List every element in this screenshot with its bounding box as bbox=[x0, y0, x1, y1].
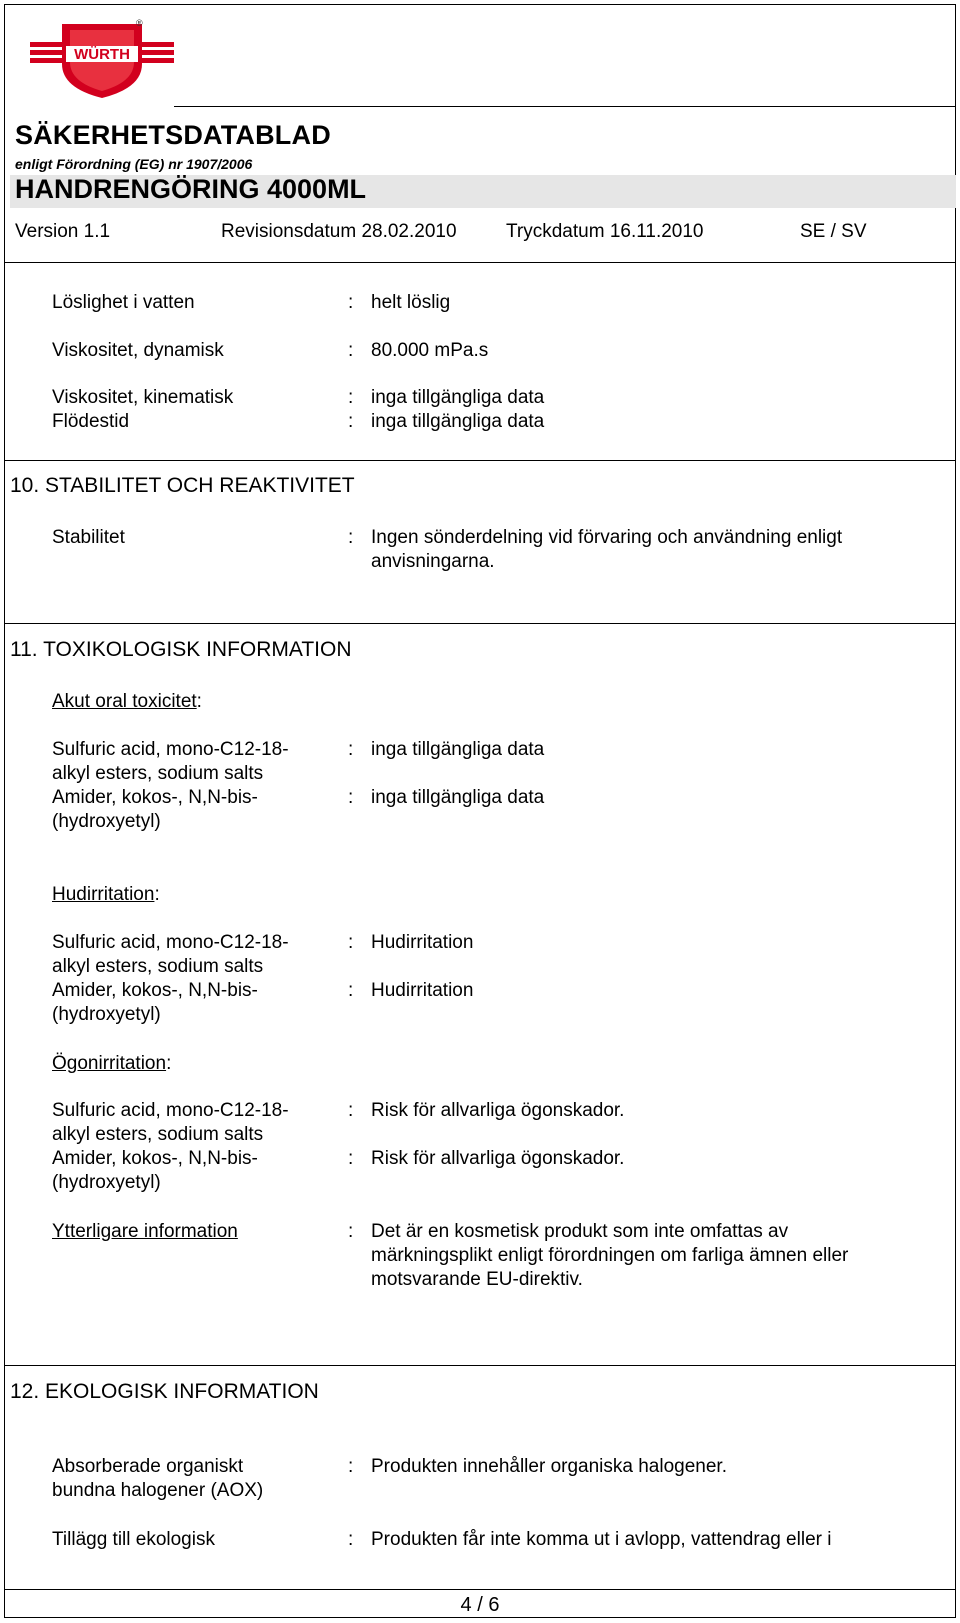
colon: : bbox=[348, 787, 354, 808]
section-rule bbox=[4, 460, 956, 461]
oral-subst1-line2: alkyl esters, sodium salts bbox=[52, 763, 264, 784]
eye-irritation-label: Ögonirritation bbox=[52, 1053, 167, 1074]
eye-subst1-line1: Sulfuric acid, mono-C12-18- bbox=[52, 1100, 289, 1121]
section12-title: 12. EKOLOGISK INFORMATION bbox=[10, 1380, 319, 1403]
skin-subst2-line2: (hydroxyetyl) bbox=[52, 1004, 161, 1025]
print-date: Tryckdatum 16.11.2010 bbox=[506, 221, 704, 242]
viscosity-dynamic-label: Viskositet, dynamisk bbox=[52, 340, 224, 361]
oral-subst2-value: inga tillgängliga data bbox=[371, 787, 545, 808]
skin-subst2-line1: Amider, kokos-, N,N-bis- bbox=[52, 980, 258, 1001]
colon: : bbox=[348, 387, 354, 408]
flow-time-label: Flödestid bbox=[52, 411, 130, 432]
header-bottom-rule bbox=[4, 262, 956, 263]
eye-subst2-line1: Amider, kokos-, N,N-bis- bbox=[52, 1148, 258, 1169]
colon: : bbox=[348, 932, 354, 953]
language: SE / SV bbox=[800, 221, 867, 242]
oral-subst2-line1: Amider, kokos-, N,N-bis- bbox=[52, 787, 258, 808]
wurth-logo bbox=[30, 18, 174, 100]
colon: : bbox=[348, 411, 354, 432]
header-rule bbox=[174, 106, 956, 107]
eye-subst1-value: Risk för allvarliga ögonskador. bbox=[371, 1100, 625, 1121]
colon: : bbox=[348, 527, 354, 548]
viscosity-dynamic-value: 80.000 mPa.s bbox=[371, 340, 489, 361]
colon: : bbox=[348, 980, 354, 1001]
colon: : bbox=[348, 739, 354, 760]
skin-subst1-line2: alkyl esters, sodium salts bbox=[52, 956, 264, 977]
further-info-line2: märkningsplikt enligt förordningen om farliga ämnen eller bbox=[371, 1245, 849, 1266]
skin-subst1-value: Hudirritation bbox=[371, 932, 474, 953]
skin-irritation-subheading bbox=[52, 883, 160, 907]
oral-toxicity-subheading bbox=[52, 690, 202, 714]
stability-value-line2: anvisningarna. bbox=[371, 551, 495, 572]
aox-label-line1: Absorberade organiskt bbox=[52, 1456, 244, 1477]
aox-label-line2: bundna halogener (AOX) bbox=[52, 1480, 264, 1501]
doc-title: SÄKERHETSDATABLAD bbox=[15, 120, 331, 150]
subheading-colon: : bbox=[196, 691, 202, 712]
subheading-colon: : bbox=[154, 884, 160, 905]
colon: : bbox=[348, 340, 354, 361]
further-info-line1: Det är en kosmetisk produkt som inte omfattas av bbox=[371, 1221, 789, 1242]
section10-title: 10. STABILITET OCH REAKTIVITET bbox=[10, 474, 355, 497]
colon: : bbox=[348, 1456, 354, 1477]
colon: : bbox=[348, 1148, 354, 1169]
colon: : bbox=[348, 1221, 354, 1242]
colon: : bbox=[348, 292, 354, 313]
eye-subst1-line2: alkyl esters, sodium salts bbox=[52, 1124, 264, 1145]
oral-subst1-line1: Sulfuric acid, mono-C12-18- bbox=[52, 739, 289, 760]
skin-subst1-line1: Sulfuric acid, mono-C12-18- bbox=[52, 932, 289, 953]
oral-subst2-line2: (hydroxyetyl) bbox=[52, 811, 161, 832]
stability-value-line1: Ingen sönderdelning vid förvaring och användning enligt bbox=[371, 527, 843, 548]
colon: : bbox=[348, 1529, 354, 1550]
further-info-line3: motsvarande EU-direktiv. bbox=[371, 1269, 583, 1290]
page-number: 4 / 6 bbox=[460, 1594, 500, 1616]
stability-label: Stabilitet bbox=[52, 527, 125, 548]
section-rule bbox=[4, 1365, 956, 1366]
version: Version 1.1 bbox=[15, 221, 111, 242]
further-information-label: Ytterligare information bbox=[52, 1221, 238, 1242]
regulation-text: enligt Förordning (EG) nr 1907/2006 bbox=[15, 156, 253, 172]
section11-title: 11. TOXIKOLOGISK INFORMATION bbox=[10, 638, 352, 661]
colon: : bbox=[348, 1100, 354, 1121]
logo-text: WÜRTH bbox=[74, 46, 130, 63]
solubility-label: Löslighet i vatten bbox=[52, 292, 195, 313]
viscosity-kinematic-label: Viskositet, kinematisk bbox=[52, 387, 234, 408]
ecological-addition-label: Tillägg till ekologisk bbox=[52, 1529, 215, 1550]
revision-date: Revisionsdatum 28.02.2010 bbox=[221, 221, 457, 242]
oral-subst1-value: inga tillgängliga data bbox=[371, 739, 545, 760]
aox-value: Produkten innehåller organiska halogener. bbox=[371, 1456, 727, 1477]
eye-subst2-line2: (hydroxyetyl) bbox=[52, 1172, 161, 1193]
logo-registered-mark: ® bbox=[136, 18, 143, 28]
skin-subst2-value: Hudirritation bbox=[371, 980, 474, 1001]
skin-irritation-label: Hudirritation bbox=[52, 884, 155, 905]
ecological-addition-value: Produkten får inte komma ut i avlopp, vattendrag eller i bbox=[371, 1529, 832, 1550]
subheading-colon: : bbox=[166, 1053, 172, 1074]
flow-time-value: inga tillgängliga data bbox=[371, 411, 545, 432]
solubility-value: helt löslig bbox=[371, 292, 451, 313]
oral-toxicity-label: Akut oral toxicitet bbox=[52, 691, 197, 712]
product-name: HANDRENGÖRING 4000ML bbox=[15, 174, 367, 204]
viscosity-kinematic-value: inga tillgängliga data bbox=[371, 387, 545, 408]
section-rule bbox=[4, 623, 956, 624]
footer-rule bbox=[4, 1589, 956, 1590]
eye-irritation-subheading bbox=[52, 1052, 171, 1076]
eye-subst2-value: Risk för allvarliga ögonskador. bbox=[371, 1148, 625, 1169]
